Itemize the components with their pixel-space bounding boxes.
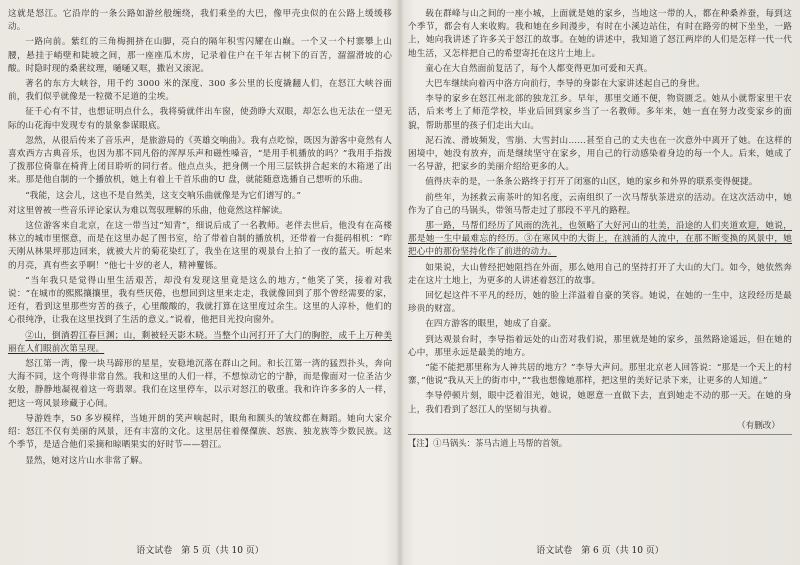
footnote: 【注】①马锅头：茶马古道上马帮的首领。	[408, 437, 568, 448]
note-divider	[408, 434, 792, 435]
paragraph: 怒江第一湾，像一块马蹄形的星星，安稳地沉落在群山之间。和长江第一湾的猛烈扑头，奔向大海不同，这个弯得非常自然。我和这里的人们一样，不想惊动它的宁静，而是像面对一位圣洁少女般，静静地凝视着这一弯翡翠。我们在这里停车，以示对怒江的敬重。我和许许多多的人一样，把这一弯风景珍藏于心间。	[8, 359, 392, 409]
paragraph: 征千心有不甘，也想证明点什么，我将骑就伴出车窗，使劲睁大双眼，却怎么也无法在一望无际的山花海中发现专有的景象参谋眼底。	[8, 107, 392, 131]
source-note: （有删改）	[737, 420, 780, 431]
paragraph: 到达观景台时，李导指着远处的山峦对我们说，那里就是她的家乡，虽然路途遥远，但在她的心中，那里永远是最美的地方。	[408, 334, 792, 358]
paragraph: 这位游客来自北京，在这一带当过“知青”，细说后成了一名教师。老伴去世后，他没有在高楼林立的城市里惬意，而是在这里办起了图书室，给了带着自制的播放机，还带着一台挺码相机：“昨天刚从林果坪那边回来，就被大片的菊花染红了，我坐在这里的观景台上拍了一夜的蓝天。听起来的月亮，真有些玄乎啊！”他七十岁的老人，精神矍铄。	[8, 221, 392, 271]
paragraph: 一路向前。紫红的三角梅拥挤在山脚，亮白的隔年积雪闪耀在山巅。一个又一个村寨攀上山腰，悬挂于峭壁和陡坡之间，那一座座瓜木房，记录着住户在千年古树下的百苦，溜溜滑坡的心酸。时隐时现的桑葚纹理，嗵嗵又哐，撒岩又滚泥。	[8, 37, 392, 74]
paragraph: “当年我只是觉得山里生活艰苦，却没有发现这里竟是这么的地方，”他笑了笑，接着对我说：“在城市的熙熙攘攘里，我有些厌倦，也想回到这里来走走，我就像回到了那个曾经需要的家，还有，看到这里那些穷苦的孩子，心里酸酸的，我就打算在这里度过余生。这里的人淳朴，他们的心很纯净，让我在这里找到了生活的意义。”说着，他把目光投向窗外。	[8, 275, 392, 326]
paragraph: 导游姓李，50 多岁模样，当她开朗的笑声响起时，眼角和额头的皱纹都在舞蹈。她向大家介绍：怒江不仅有美丽的风景，还有丰富的文化。这里居住着傈僳族、怒族、独龙族等少数民族。这个季节，是适合他们采摘和晾晒果实的好时节——碧江。	[8, 413, 392, 451]
paragraph: “我能，这会儿，这也不是自然美，这支交响乐曲就像是为它们谱写的。”	[25, 190, 302, 201]
paragraph: “能不能把那里称为人神共居的地方？”李导大声问。那里北京老人回答说：“那是一个天上的村寨，”他说“我从天上的街市中，”“我也想像她那样，把这里的美好记录下来，让更多的人知道。”	[408, 363, 792, 387]
page-footer: 语文试卷 第 5 页（共 10 页）	[136, 546, 264, 556]
paragraph: 李导的家乡在怒江州北部的独龙江乡。早年，那里交通不便，物资匮乏。她从小就帮家里干农活，后来考上了师范学校，毕业后回到家乡当了一名教师。多年来，她一直在努力改变家乡的面貌，帮助那里的孩子们走出大山。	[408, 94, 792, 131]
paragraph: 值得庆幸的是，一条条公路终于打开了闭塞的山区，她的家乡和外界的联系变得便捷。	[425, 177, 758, 188]
paragraph: 大巴车继续向着丙中洛方向前行，李导的身影在大家讲述起自己的身世。	[425, 79, 705, 90]
paragraph: 载在群峰与山之间的一座小城，上面就是她的家乡，当地这一带的人，都在种桑养蚕，每到这个季节，都会有人来收购。我和她在乡间漫步，有时在小溪边站住，有时在路旁的树下坐坐，一路上，她向我讲述了许多关于怒江的故事。在她的讲述中，我知道了怒江两岸的人们是怎样一代一代地生活，又怎样把自己的希望寄托在这片土地上。	[408, 9, 792, 59]
paragraph: 显然，她对这片山水非常了解。	[25, 455, 148, 466]
paragraph: 前些年，为拯救云南茶叶的知名度，云南组织了一次马帮驮茶进京的活动。在这次活动中，她作为了自己的马锅头，带领马帮走过了那段不平凡的路程。	[408, 192, 792, 216]
paragraph: 童心在大自然面前复活了，每个人都变得更加可爱和天真。	[425, 63, 653, 74]
underlined-paragraph: ②山，倒淌碧江春巨渊；山，剩被轻天影木晓。当整个山河打开了大门的胸腔，成千上万种美丽在人们眼前次第呈现。	[8, 330, 392, 354]
paragraph: 在四方游客的眼里，她成了自豪。	[425, 319, 557, 330]
paragraph: 如果说，大山曾经把她阻挡在外面，那么她用自己的坚持打开了大山的大门。如今，她依然奔走在这片土地上，为更多的人讲述着怒江的故事。	[408, 262, 792, 286]
paragraph: 这就是怒江。它沿岸的一条公路如游丝般缠绕，我们乘坐的大巴，像甲壳虫似的在公路上缓缓移动。	[8, 9, 392, 33]
left-page	[8, 8, 392, 558]
paragraph: 对这里曾被一些音乐评论家认为难以驾驭理解的乐曲，他竟然这样解读。	[8, 205, 288, 216]
paragraph: 李导停顿片刻，眼中泛着泪光，她说，她愿意一直做下去，直到她走不动的那一天。在她的身上，我们看到了怒江人的坚韧与执着。	[408, 391, 792, 415]
underlined-paragraph: 那一路，马帮们经历了风雨的洗礼，也领略了大好河山的壮美，沿途的人们夹道欢迎，她说，那是她一生中最难忘的经历。③在寒风中的大街上，在汹涌的人流中，在那不断变换的风景中，她把心中的那份坚持化作了前进的动力。	[408, 221, 792, 258]
paragraph: 著名的东方大峡谷，用千约 3000 米的深度、300 多公里的长度撬翻人们，在怒江大峡谷面前，我们似乎就像是一粒微不足道的尘埃。	[8, 79, 392, 103]
page-footer: 语文试卷 第 6 页（共 10 页）	[536, 546, 664, 556]
paragraph: 忽然，从很后传来了音乐声，是旅游局的《英雄交响曲》。我有点吃惊，既因为游客中竟然有人喜欢西方古典音乐，也因为那不同凡俗的浑厚乐声和磁性嗓音，“是用手机播放的吗？”我用手指拨了拨那位倚靠在椅背上闭目聆听的同行者。他点点头，把身侧一个用三层铁拼合起来的木箱递了出来。那是他自制的一个播放机，她上有着上千首乐曲的U 盘，就能随意选播自己想听的乐曲。	[8, 135, 392, 186]
left-page-body	[8, 8, 392, 468]
right-page-body	[408, 8, 792, 417]
paragraph: 泥石流、滑坡频发，雪崩、大雪封山……甚至自己的丈夫也在一次意外中离开了她。在这样的困境中，她没有放弃，而是继续坚守在家乡，用自己的行动感染着身边的每一个人。后来，她成了一名导游，把家乡的美丽介绍给更多的人。	[408, 135, 792, 173]
paragraph: 回忆起这件不平凡的经历，她的脸上洋溢着自豪的笑容。她说，在她的一生中，这段经历是最珍贵的财富。	[408, 291, 792, 315]
right-page	[408, 8, 792, 558]
book-gutter	[396, 0, 404, 565]
